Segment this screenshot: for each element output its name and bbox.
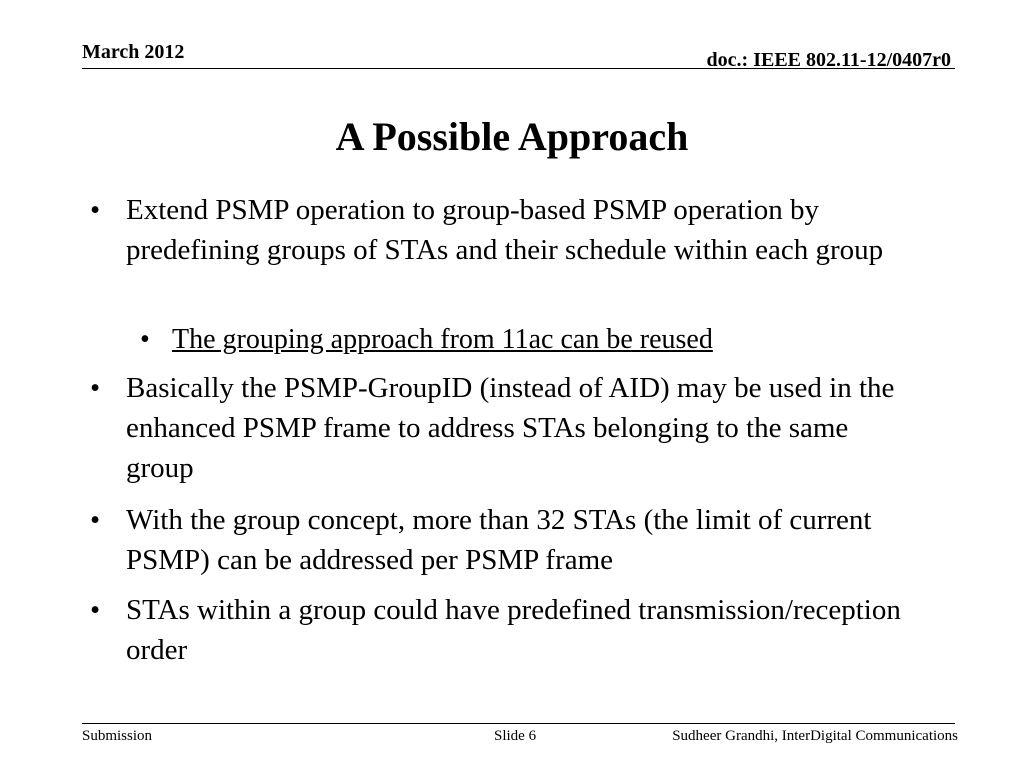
- header-date: March 2012: [82, 41, 185, 63]
- bullet-dot-icon: •: [90, 504, 101, 536]
- bullet-dot-icon: •: [90, 194, 101, 226]
- bullet-text: STAs within a group could have predefined transmission/reception order: [126, 594, 901, 666]
- bullet-dot-icon: •: [140, 324, 150, 355]
- bullet-dot-icon: •: [90, 594, 101, 626]
- header-rule: [82, 68, 955, 69]
- bullet-text: With the group concept, more than 32 STAs (the limit of current PSMP) can be addressed per PSMP frame: [126, 504, 872, 576]
- slide-title: A Possible Approach: [335, 114, 689, 159]
- bullet-dot-icon: •: [90, 372, 101, 404]
- bullet-text: Basically the PSMP-GroupID (instead of AID) may be used in the enhanced PSMP frame to address STAs belonging to the same group: [126, 372, 895, 484]
- bullet-text: Extend PSMP operation to group-based PSMP operation by predefining groups of STAs and their schedule within each group: [126, 194, 884, 266]
- sub-bullet-item: [140, 320, 920, 360]
- footer-slide-number: Slide 6: [494, 728, 537, 744]
- bullet-item: [90, 368, 920, 488]
- header-doc-id: doc.: IEEE 802.11-12/0407r0: [706, 49, 951, 71]
- bullet-item: [90, 190, 920, 270]
- footer-submission: Submission: [82, 728, 153, 744]
- footer-author: Sudheer Grandhi, InterDigital Communications: [672, 728, 958, 744]
- bullet-item: [90, 500, 920, 580]
- sub-bullet-text: The grouping approach from 11ac can be reused: [172, 324, 713, 355]
- footer-rule: [82, 723, 955, 724]
- bullet-item: [90, 590, 920, 670]
